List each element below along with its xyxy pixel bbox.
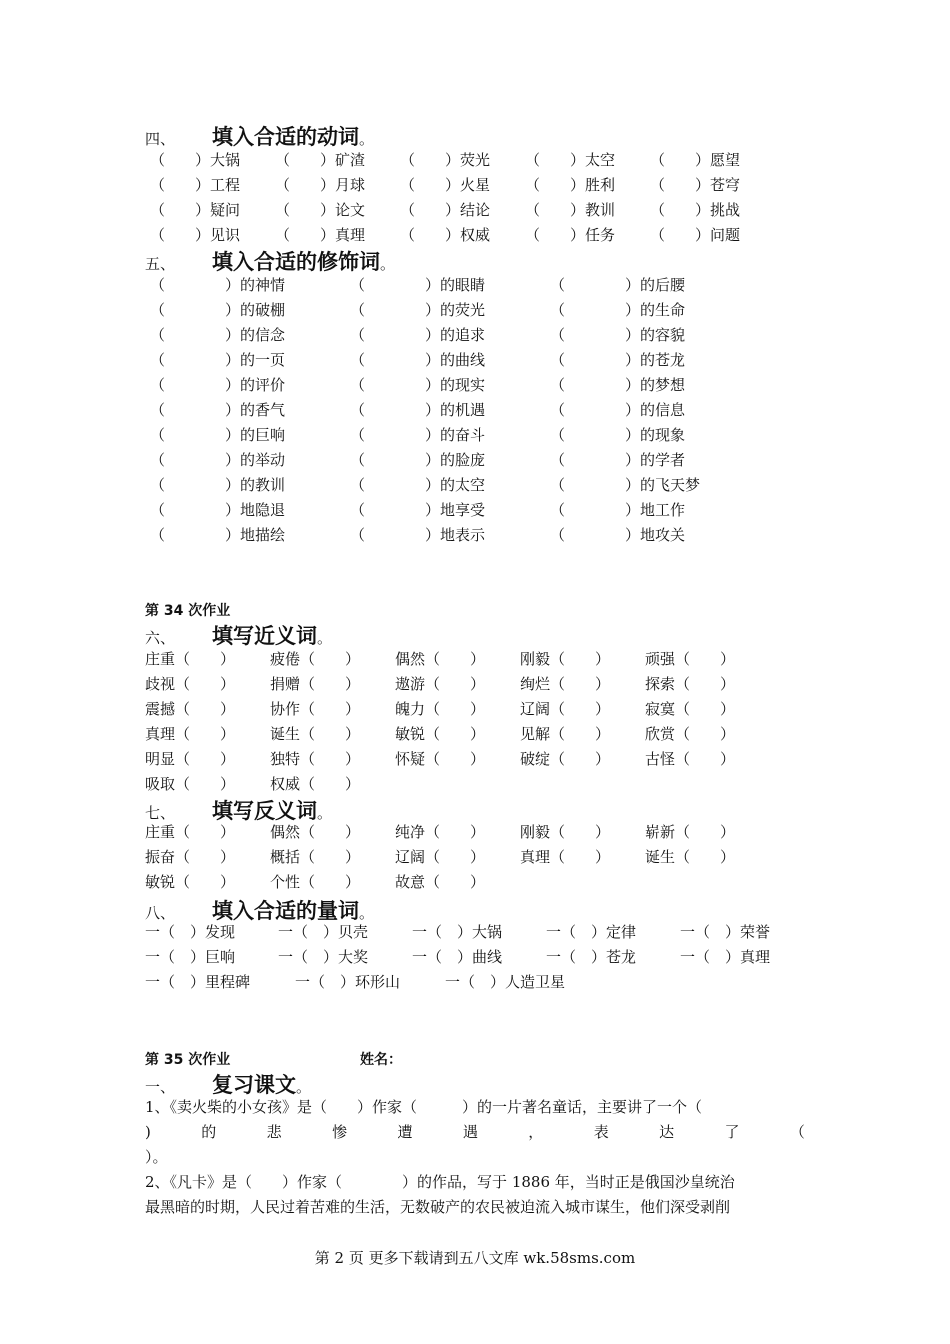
grid-cell: （ ）问题 (650, 226, 741, 244)
grid-cell: （ ）的眼睛 (350, 276, 486, 294)
title-period: 。 (359, 904, 375, 922)
justified-char: 遭 (397, 1123, 413, 1141)
grid-cell: （ ）胜利 (525, 176, 616, 194)
justified-char: 了 (724, 1123, 740, 1141)
grid-cell: 疲倦（ ） (270, 650, 361, 668)
justified-char: 表 (593, 1123, 609, 1141)
title-period: 。 (317, 629, 333, 647)
grid-cell: （ ）的一页 (150, 351, 286, 369)
grid-cell: （ ）月球 (275, 176, 366, 194)
grid-cell: 一（ ）人造卫星 (445, 973, 566, 991)
grid-cell: 古怪（ ） (645, 750, 736, 768)
justified-char: 达 (659, 1123, 675, 1141)
section-title: 填写近义词 (212, 624, 317, 648)
grid-cell: （ ）的奋斗 (350, 426, 486, 444)
grid-cell: 一（ ）荣誉 (680, 923, 771, 941)
grid-cell: （ ）太空 (525, 151, 616, 169)
grid-cell: 辽阔（ ） (395, 848, 486, 866)
grid-cell: 权威（ ） (270, 775, 361, 793)
grid-cell: 一（ ）大奖 (278, 948, 369, 966)
section-5-heading (145, 246, 395, 276)
grid-cell: （ ）的信念 (150, 326, 286, 344)
grid-cell: 破绽（ ） (520, 750, 611, 768)
grid-cell: 一（ ）发现 (145, 923, 236, 941)
grid-cell: 一（ ）巨响 (145, 948, 236, 966)
question-2-line-2: 最黑暗的时期，人民过着苦难的生活，无数破产的农民被迫流入城市谋生，他们深受剥削 (145, 1198, 731, 1216)
grid-cell: 纯净（ ） (395, 823, 486, 841)
grid-cell: 刚毅（ ） (520, 650, 611, 668)
grid-cell: 一（ ）定律 (546, 923, 637, 941)
grid-cell: 崭新（ ） (645, 823, 736, 841)
grid-cell: 明显（ ） (145, 750, 236, 768)
grid-cell: （ ）结论 (400, 201, 491, 219)
grid-cell: （ ）的飞天梦 (550, 476, 701, 494)
question-2-line-1: 2、《凡卡》是（ ）作家（ ）的作品，写于 1886 年，当时正是俄国沙皇统治 (145, 1173, 735, 1191)
grid-cell: （ ）矿渣 (275, 151, 366, 169)
grid-cell: 寂寞（ ） (645, 700, 736, 718)
title-period: 。 (359, 130, 375, 148)
grid-cell: （ ）权威 (400, 226, 491, 244)
grid-cell: （ ）的容貌 (550, 326, 686, 344)
grid-cell: （ ）见识 (150, 226, 241, 244)
title-period: 。 (296, 1078, 312, 1096)
grid-cell: （ ）的荧光 (350, 301, 486, 319)
grid-cell: （ ）苍穹 (650, 176, 741, 194)
grid-cell: （ ）的破棚 (150, 301, 286, 319)
section-title: 填入合适的动词 (212, 125, 359, 149)
grid-cell: （ ）的脸庞 (350, 451, 486, 469)
grid-cell: 故意（ ） (395, 873, 486, 891)
grid-cell: 遨游（ ） (395, 675, 486, 693)
grid-cell: （ ）的巨响 (150, 426, 286, 444)
grid-cell: 庄重（ ） (145, 823, 236, 841)
grid-cell: 真理（ ） (520, 848, 611, 866)
grid-cell: （ ）的机遇 (350, 401, 486, 419)
grid-cell: （ ）地攻关 (550, 526, 686, 544)
title-period: 。 (380, 255, 396, 273)
grid-cell: （ ）的学者 (550, 451, 686, 469)
grid-cell: （ ）的现实 (350, 376, 486, 394)
grid-cell: （ ）地隐退 (150, 501, 286, 519)
grid-cell: 绚烂（ ） (520, 675, 611, 693)
grid-cell: 魄力（ ） (395, 700, 486, 718)
grid-cell: （ ）论文 (275, 201, 366, 219)
grid-cell: 一（ ）环形山 (295, 973, 401, 991)
question-1-line-3: ）。 (145, 1148, 168, 1166)
title-period: 。 (317, 804, 333, 822)
grid-cell: 一（ ）真理 (680, 948, 771, 966)
grid-cell: 真理（ ） (145, 725, 236, 743)
grid-cell: 协作（ ） (270, 700, 361, 718)
grid-cell: 辽阔（ ） (520, 700, 611, 718)
grid-cell: 敏锐（ ） (395, 725, 486, 743)
grid-cell: 见解（ ） (520, 725, 611, 743)
justified-char: 的 (201, 1123, 217, 1141)
grid-cell: 捐赠（ ） (270, 675, 361, 693)
grid-cell: （ ）地工作 (550, 501, 686, 519)
grid-cell: （ ）真理 (275, 226, 366, 244)
name-label: 姓名： (360, 1052, 402, 1068)
section-title: 填写反义词 (212, 799, 317, 823)
grid-cell: （ ）地描绘 (150, 526, 286, 544)
grid-cell: 个性（ ） (270, 873, 361, 891)
grid-cell: （ ）地享受 (350, 501, 486, 519)
question-1-line-1: 1、《卖火柴的小女孩》是（ ）作家（ ）的一片著名童话，主要讲了一个（ (145, 1098, 703, 1116)
grid-cell: 歧视（ ） (145, 675, 236, 693)
grid-cell: 欣赏（ ） (645, 725, 736, 743)
section-number: 八、 (145, 904, 176, 922)
grid-cell: 诞生（ ） (270, 725, 361, 743)
grid-cell: （ ）的评价 (150, 376, 286, 394)
grid-cell: 震撼（ ） (145, 700, 236, 718)
question-1-line-2 (145, 1120, 805, 1145)
grid-cell: （ ）火星 (400, 176, 491, 194)
grid-cell: （ ）的教训 (150, 476, 286, 494)
section-number: 一、 (145, 1078, 176, 1096)
grid-cell: （ ）荧光 (400, 151, 491, 169)
grid-cell: （ ）疑问 (150, 201, 241, 219)
justified-char: ) (145, 1123, 151, 1141)
grid-cell: （ ）任务 (525, 226, 616, 244)
grid-cell: （ ）的曲线 (350, 351, 486, 369)
section-4-heading (145, 121, 374, 151)
grid-cell: （ ）的苍龙 (550, 351, 686, 369)
grid-cell: 概括（ ） (270, 848, 361, 866)
homework-34-label: 第 34 次作业 (145, 603, 231, 619)
section-number: 四、 (145, 130, 176, 148)
section-number: 六、 (145, 629, 176, 647)
section-title: 复习课文 (212, 1073, 296, 1097)
grid-cell: （ ）地表示 (350, 526, 486, 544)
grid-cell: （ ）的信息 (550, 401, 686, 419)
grid-cell: 敏锐（ ） (145, 873, 236, 891)
grid-cell: （ ）愿望 (650, 151, 741, 169)
page-footer: 第 2 页 更多下载请到五八文库 wk.58sms.com (314, 1249, 636, 1267)
grid-cell: （ ）的生命 (550, 301, 686, 319)
justified-char: （ (789, 1123, 805, 1141)
grid-cell: （ ）挑战 (650, 201, 741, 219)
grid-cell: （ ）的香气 (150, 401, 286, 419)
grid-cell: 一（ ）大锅 (412, 923, 503, 941)
justified-char: 遇 (462, 1123, 478, 1141)
grid-cell: 偶然（ ） (270, 823, 361, 841)
grid-cell: 刚毅（ ） (520, 823, 611, 841)
grid-cell: 独特（ ） (270, 750, 361, 768)
grid-cell: 一（ ）里程碑 (145, 973, 251, 991)
grid-cell: 一（ ）曲线 (412, 948, 503, 966)
section-title: 填入合适的修饰词 (212, 250, 380, 274)
section-number: 七、 (145, 804, 176, 822)
justified-char: 悲 (266, 1123, 282, 1141)
grid-cell: （ ）的梦想 (550, 376, 686, 394)
grid-cell: （ ）的追求 (350, 326, 486, 344)
grid-cell: 顽强（ ） (645, 650, 736, 668)
grid-cell: 一（ ）苍龙 (546, 948, 637, 966)
grid-cell: 怀疑（ ） (395, 750, 486, 768)
grid-cell: 偶然（ ） (395, 650, 486, 668)
section-6-heading (145, 620, 332, 650)
grid-cell: 振奋（ ） (145, 848, 236, 866)
justified-char: ， (528, 1123, 544, 1141)
homework-35-label: 第 35 次作业 (145, 1052, 231, 1068)
section-number: 五、 (145, 255, 176, 273)
grid-cell: （ ）大锅 (150, 151, 241, 169)
grid-cell: （ ）的神情 (150, 276, 286, 294)
grid-cell: （ ）的后腰 (550, 276, 686, 294)
grid-cell: 一（ ）贝壳 (278, 923, 369, 941)
grid-cell: （ ）教训 (525, 201, 616, 219)
grid-cell: （ ）的举动 (150, 451, 286, 469)
grid-cell: （ ）工程 (150, 176, 241, 194)
grid-cell: 庄重（ ） (145, 650, 236, 668)
justified-char: 惨 (332, 1123, 348, 1141)
section-title: 填入合适的量词 (212, 899, 359, 923)
grid-cell: 诞生（ ） (645, 848, 736, 866)
grid-cell: 吸取（ ） (145, 775, 236, 793)
grid-cell: 探索（ ） (645, 675, 736, 693)
grid-cell: （ ）的太空 (350, 476, 486, 494)
grid-cell: （ ）的现象 (550, 426, 686, 444)
